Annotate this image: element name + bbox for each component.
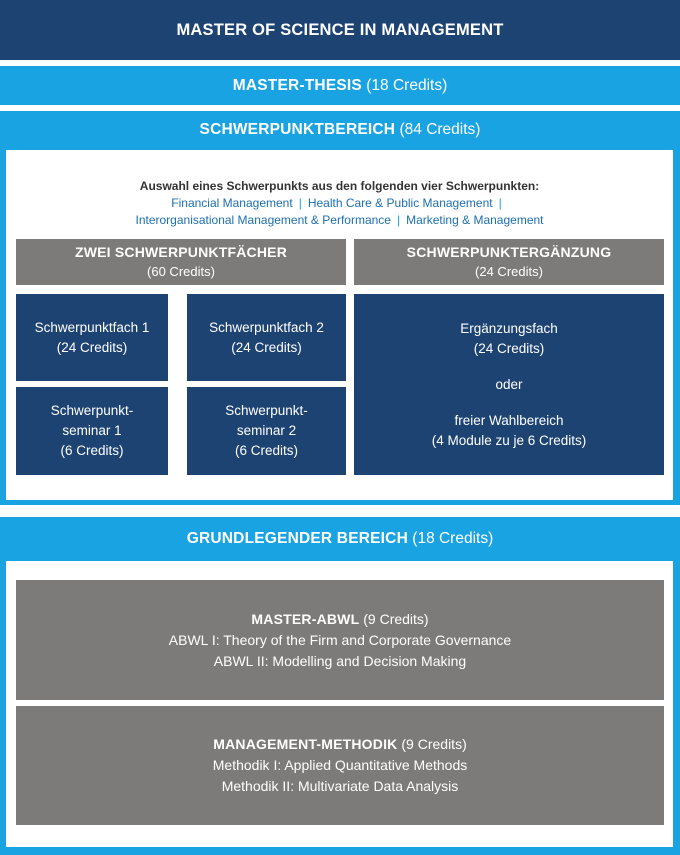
abwl-title: MASTER-ABWL	[251, 610, 360, 627]
subject-2-credits: (24 Credits)	[231, 339, 302, 355]
supplement-or: oder	[495, 376, 523, 392]
foundation-title: GRUNDLEGENDER BEREICH	[186, 530, 408, 547]
subject-1-credits: (24 Credits)	[56, 339, 128, 355]
seminar-2-box	[187, 387, 346, 475]
methods-box	[16, 706, 664, 825]
specialization-credits: (84 Credits)	[399, 121, 481, 138]
foundation-section	[0, 517, 680, 855]
specialization-heading	[200, 121, 481, 139]
thesis-credits: (18 Credits)	[366, 76, 448, 94]
abwl-course-1: ABWL I: Theory of the Firm and Corporate Governance	[168, 631, 512, 648]
foundation-body	[6, 561, 673, 847]
program-header	[0, 0, 680, 60]
option-marketing: Marketing & Management	[406, 213, 544, 227]
subject-1-box	[16, 294, 168, 381]
specialization-choices	[6, 178, 673, 229]
major-title: ZWEI SCHWERPUNKTFÄCHER	[74, 244, 288, 260]
abwl-heading	[251, 609, 428, 630]
thesis-title: MASTER-THESIS	[232, 76, 362, 94]
option-financial-management: Financial Management	[171, 196, 293, 210]
specialization-title: SCHWERPUNKTBEREICH	[199, 121, 396, 138]
seminar-2-line2: seminar 2	[236, 423, 297, 438]
seminar-1-box	[16, 387, 168, 475]
abwl-credits: (9 Credits)	[363, 610, 429, 627]
major-header	[16, 239, 346, 285]
specialization-body	[6, 150, 673, 500]
thesis-bar	[0, 66, 680, 105]
seminar-2-line1: Schwerpunkt-	[225, 403, 308, 418]
seminar-1-credits: (6 Credits)	[60, 443, 124, 458]
specialization-section	[0, 111, 680, 505]
separator: |	[396, 213, 401, 227]
option-health-care: Health Care & Public Management	[307, 196, 493, 210]
supplement-option-1-credits: (24 Credits)	[473, 340, 545, 356]
foundation-credits: (18 Credits)	[412, 530, 494, 547]
options-row-2	[6, 212, 673, 229]
major-credits: (60 Credits)	[147, 264, 215, 279]
abwl-course-2: ABWL II: Modelling and Decision Making	[213, 652, 467, 669]
foundation-header	[0, 517, 680, 561]
supplement-header	[354, 239, 664, 285]
seminar-1-line1: Schwerpunkt-	[50, 403, 134, 418]
supplement-option-2: freier Wahlbereich	[454, 412, 564, 428]
separator: |	[498, 196, 502, 210]
supplement-option-2-detail: (4 Module zu je 6 Credits)	[431, 432, 587, 448]
seminar-1-line2: seminar 1	[62, 423, 122, 438]
supplement-box	[354, 294, 664, 475]
methods-heading	[213, 734, 467, 755]
methods-course-2: Methodik II: Multivariate Data Analysis	[221, 778, 459, 794]
thesis-heading	[233, 77, 447, 95]
program-title: MASTER OF SCIENCE IN MANAGEMENT	[176, 20, 504, 39]
subject-2-box	[187, 294, 346, 381]
supplement-title: SCHWERPUNKTERGÄNZUNG	[406, 244, 612, 260]
methods-credits: (9 Credits)	[401, 736, 467, 752]
options-row-1	[6, 195, 673, 212]
subject-2-name: Schwerpunktfach 2	[209, 319, 324, 335]
option-interorganisational: Interorganisational Management & Performance	[135, 213, 391, 227]
separator: |	[298, 196, 302, 210]
methods-title: MANAGEMENT-METHODIK	[213, 736, 398, 752]
subject-1-name: Schwerpunktfach 1	[34, 319, 150, 335]
abwl-box	[16, 580, 664, 700]
specialization-header	[0, 111, 680, 149]
foundation-heading	[187, 530, 494, 548]
supplement-credits: (24 Credits)	[475, 264, 543, 279]
seminar-2-credits: (6 Credits)	[234, 443, 298, 458]
specialization-intro: Auswahl eines Schwerpunkts aus den folgenden vier Schwerpunkten:	[139, 179, 540, 193]
methods-course-1: Methodik I: Applied Quantitative Methods	[212, 757, 468, 773]
supplement-option-1: Ergänzungsfach	[460, 320, 558, 336]
